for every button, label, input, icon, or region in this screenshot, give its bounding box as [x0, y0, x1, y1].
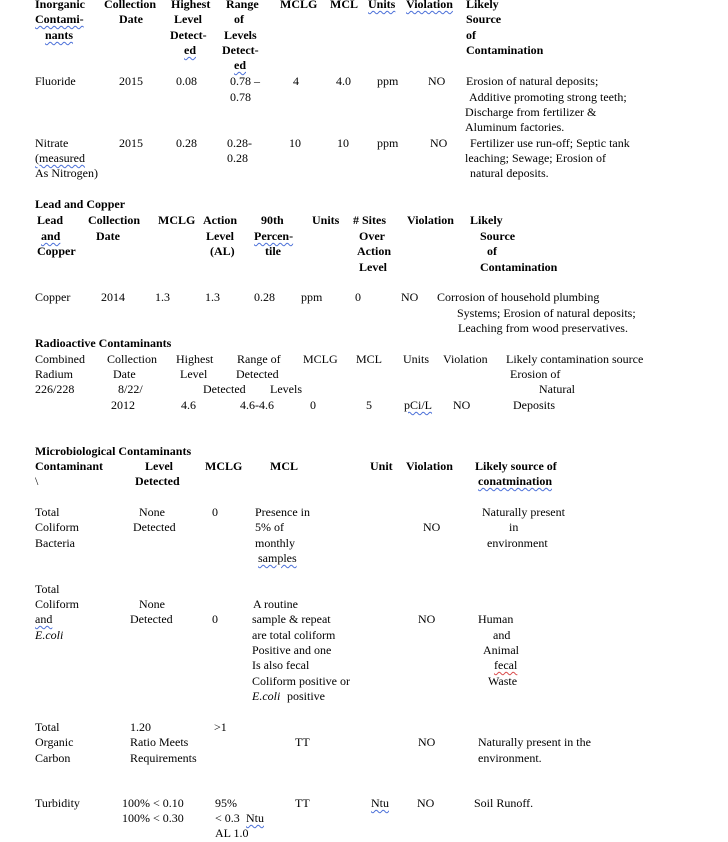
col-header-mclg: MCLG [280, 0, 318, 11]
col-header-date: Date [113, 367, 136, 381]
col-header-sites-over: # Sites [353, 213, 386, 227]
level-detected: 1.20 [130, 720, 151, 734]
source-text: Waste [488, 674, 518, 688]
mcl-value: positive [287, 689, 325, 703]
col-header-action-level: Level [206, 229, 234, 243]
contaminant-name: Total [35, 582, 60, 596]
mcl-value: A routine [253, 597, 298, 611]
units-value: pCi/L [404, 398, 433, 412]
violation-value: NO [418, 612, 436, 626]
col-header-range: Detected [236, 367, 279, 381]
source-text: Additive promoting strong teeth; [469, 90, 627, 104]
col-header-likely-source: Contamination [480, 260, 558, 274]
source-text: environment. [478, 751, 542, 765]
col-header-highest: Level [174, 12, 202, 26]
contaminant-name: 226/228 [35, 382, 75, 396]
mcl-value: Presence in [255, 505, 310, 519]
level-detected: None [139, 505, 165, 519]
collection-date: 8/22/ [118, 382, 143, 396]
col-header-mcl: MCL [330, 0, 358, 11]
col-header-units: Units [368, 0, 396, 11]
col-header-mclg: MCLG [205, 459, 243, 473]
mclg-value: Ntu [246, 811, 264, 825]
mcl-value: 5% of [255, 520, 284, 534]
col-header-contaminant: \ [35, 474, 39, 488]
contaminant-name: Organic [35, 735, 74, 749]
section-title-microbiological: Microbiological Contaminants [35, 444, 192, 458]
violation-value: NO [417, 796, 435, 810]
col-header-collection: Collection [88, 213, 140, 227]
contaminant-name: Total [35, 720, 60, 734]
mcl-value: 4.0 [336, 74, 351, 88]
col-header-highest: ed [184, 43, 196, 57]
range-detected: 0.28 [227, 151, 248, 165]
violation-value: NO [453, 398, 471, 412]
col-header-violation: Violation [406, 0, 453, 11]
col-header-range: ed [234, 58, 246, 72]
col-header-date: Date [119, 12, 143, 26]
source-text: Human [478, 612, 514, 626]
col-header-mclg: MCLG [303, 352, 338, 366]
contaminant-name: Carbon [35, 751, 71, 765]
highest-level: 0.08 [176, 74, 197, 88]
units-value: ppm [301, 290, 323, 304]
highest-level: 4.6 [181, 398, 196, 412]
contaminant-name: and [35, 612, 53, 626]
contaminant-name: Total [35, 505, 60, 519]
col-header-level: Level [180, 367, 208, 381]
level-detected: Requirements [130, 751, 197, 765]
violation-value: NO [423, 520, 441, 534]
col-header-range: of [234, 12, 244, 26]
col-header-likely-source: of [466, 28, 476, 42]
mcl-value: Is also fecal [252, 658, 310, 672]
percentile-value: 0.28 [254, 290, 275, 304]
col-header-highest: Highest [176, 352, 214, 366]
col-header-sites-over: Over [359, 229, 385, 243]
mclg-value: >1 [214, 720, 227, 734]
contaminant-name: Bacteria [35, 536, 75, 550]
level-detected: 100% < 0.10 [122, 796, 184, 810]
col-header-90th: 90th [261, 213, 284, 227]
col-header-action-level: (AL) [210, 244, 235, 258]
range-detected: 0.28- [227, 136, 252, 150]
source-text: Fertilizer use run-off; Septic tank [470, 136, 630, 150]
likely-source-text: Deposits [513, 398, 555, 412]
col-header-lead: Lead [37, 213, 64, 227]
mcl-value: TT [295, 735, 310, 749]
mcl-value: Coliform positive or [252, 674, 350, 688]
col-header-range: Levels [270, 382, 302, 396]
mcl-value: samples [258, 551, 297, 565]
mclg-value: 95% [215, 796, 237, 810]
source-text: Animal [483, 643, 519, 657]
contaminant-name: Coliform [35, 520, 79, 534]
level-detected: Ratio Meets [130, 735, 189, 749]
col-header-unit: Unit [370, 459, 393, 473]
col-header-units: Units [403, 352, 430, 366]
collection-date: 2015 [119, 74, 143, 88]
mcl-value: TT [295, 796, 310, 810]
source-text: fecal [494, 658, 518, 672]
col-header-sites-over: Action [357, 244, 391, 258]
action-level-value: 1.3 [205, 290, 220, 304]
col-header-highest: Highest [171, 0, 211, 11]
mcl-value: 5 [366, 398, 372, 412]
range-detected: 4.6-4.6 [240, 398, 274, 412]
col-header-range: Range of [237, 352, 281, 366]
section-title-radioactive: Radioactive Contaminants [35, 336, 172, 350]
contaminant-name: Fluoride [35, 74, 76, 88]
units-value: ppm [377, 74, 399, 88]
col-header-highest: Detect- [170, 28, 207, 42]
contaminant-name: Nitrate [35, 136, 69, 150]
col-header-violation: Violation [406, 459, 453, 473]
collection-date: 2012 [111, 398, 135, 412]
col-header-lead: and [41, 229, 61, 243]
col-header-collection: Collection [104, 0, 156, 11]
contaminant-name: Turbidity [35, 796, 80, 810]
mclg-value: 4 [293, 74, 299, 88]
contaminant-name: Coliform [35, 597, 79, 611]
source-text: Discharge from fertilizer & [465, 105, 597, 119]
contaminant-name: (measured [35, 151, 85, 165]
col-header-date: Date [96, 229, 120, 243]
source-text: Leaching from wood preservatives. [458, 321, 628, 335]
col-header-mcl: MCL [270, 459, 298, 473]
col-header-range: Levels [224, 28, 257, 42]
contaminant-name: Copper [35, 290, 71, 304]
col-header-collection: Collection [107, 352, 157, 366]
mclg-value: 1.3 [155, 290, 170, 304]
col-header-violation: Violation [407, 213, 454, 227]
col-header-likely-source: Likely [466, 0, 499, 11]
source-text: Systems; Erosion of natural deposits; [457, 306, 636, 320]
level-detected: Detected [130, 612, 173, 626]
col-header-sites-over: Level [359, 260, 387, 274]
source-text: Naturally present [482, 505, 565, 519]
source-text: Aluminum factories. [465, 120, 565, 134]
mclg-value: AL 1.0 [215, 826, 249, 840]
mclg-value: 0 [310, 398, 316, 412]
level-detected: None [139, 597, 165, 611]
violation-value: NO [418, 735, 436, 749]
col-header-contaminants: nants [45, 28, 74, 42]
level-detected: Detected [133, 520, 176, 534]
mcl-value: 10 [337, 136, 349, 150]
contaminant-name: As Nitrogen) [35, 166, 98, 180]
col-header-likely-source: of [487, 244, 497, 258]
mcl-value: sample & repeat [252, 612, 331, 626]
col-header-likely-source: Likely contamination source [506, 352, 644, 366]
col-header-mclg: MCLG [158, 213, 196, 227]
collection-date: 2015 [119, 136, 143, 150]
col-header-action-level: Action [203, 213, 237, 227]
source-text: leaching; Sewage; Erosion of [465, 151, 606, 165]
source-text: Corrosion of household plumbing [437, 290, 600, 304]
source-text: in [509, 520, 519, 534]
col-header-contaminants: Contami- [35, 12, 84, 26]
source-text: natural deposits. [470, 166, 549, 180]
range-detected: 0.78 [230, 90, 251, 104]
mcl-value: E.coli [252, 689, 281, 703]
source-text: and [493, 628, 511, 642]
col-header-90th: Percen- [254, 229, 294, 243]
likely-source-text: Erosion of [510, 367, 561, 381]
col-header-detected: Detected [135, 474, 180, 488]
mcl-value: monthly [255, 536, 296, 550]
range-detected: 0.78 – [230, 74, 260, 88]
mcl-value: are total coliform [252, 628, 336, 642]
col-header-likely-source: Likely source of [475, 459, 557, 473]
mclg-value: 0 [212, 612, 218, 626]
col-header-violation: Violation [443, 352, 488, 366]
col-header-likely-source: Source [466, 12, 502, 26]
violation-value: NO [401, 290, 419, 304]
likely-source-text: Natural [539, 382, 575, 396]
col-header-90th: tile [265, 244, 281, 258]
col-header-radium: Radium [35, 367, 73, 381]
violation-value: NO [428, 74, 446, 88]
col-header-combined: Combined [35, 352, 85, 366]
source-text: Erosion of natural deposits; [466, 74, 599, 88]
col-header-units: Units [312, 213, 340, 227]
col-header-detected: Detected [203, 382, 246, 396]
col-header-likely-source: conatmination [478, 474, 553, 488]
col-header-range: Detect- [222, 43, 259, 57]
mclg-value: 10 [289, 136, 301, 150]
col-header-contaminants: Inorganic [35, 0, 86, 11]
contaminant-name: E.coli [35, 628, 64, 642]
col-header-likely-source: Contamination [466, 43, 544, 57]
col-header-range: Range [226, 0, 259, 11]
source-text: Soil Runoff. [474, 796, 534, 810]
mcl-value: Positive and one [252, 643, 332, 657]
highest-level: 0.28 [176, 136, 197, 150]
col-header-likely-source: Source [480, 229, 516, 243]
source-text: Naturally present in the [478, 735, 591, 749]
source-text: environment [487, 536, 548, 550]
col-header-likely-source: Likely [470, 213, 503, 227]
collection-date: 2014 [101, 290, 125, 304]
col-header-level: Level [145, 459, 173, 473]
unit-value: Ntu [371, 796, 389, 810]
col-header-mcl: MCL [356, 352, 383, 366]
section-title-lead-copper: Lead and Copper [35, 197, 126, 211]
units-value: ppm [377, 136, 399, 150]
col-header-lead: Copper [37, 244, 76, 258]
mclg-value: 0 [212, 505, 218, 519]
col-header-contaminant: Contaminant [35, 459, 104, 473]
violation-value: NO [430, 136, 448, 150]
level-detected: 100% < 0.30 [122, 811, 184, 825]
mclg-value: < 0.3 [215, 811, 240, 825]
sites-over-value: 0 [355, 290, 361, 304]
